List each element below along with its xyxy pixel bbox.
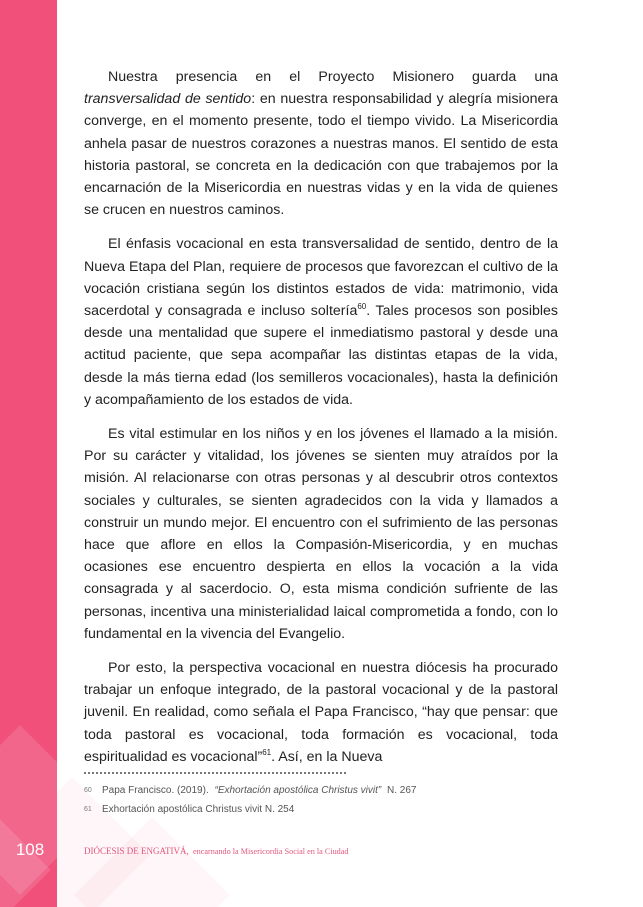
paragraph [84, 66, 558, 221]
footnote-mark: 60 [84, 787, 92, 794]
side-band [0, 0, 57, 907]
footer-publisher: DIÓCESIS DE ENGATIVÁ, [84, 846, 189, 856]
paragraph-text: Nuestra presencia en el Proyecto Misionero guarda una [108, 69, 558, 85]
paragraph [84, 423, 558, 645]
footnote-text [102, 781, 416, 800]
italic-text: transversalidad de sentido [84, 91, 252, 108]
footnote-suffix: N. 267 [387, 785, 417, 796]
footnote-text [102, 800, 294, 819]
paragraph-text: : en nuestra responsabilidad y alegría misionera converge, en el momento presente, todo el tiempo vivido. La Misericordia anhela pasar de nuestros corazones a nuestras manos. El sentido de esta historia pastoral, se concreta en la dedicación con que trabajemos por la encarnación de la Misericordia en nuestras vidas y en la vida de quienes se crucen en nuestros caminos. [84, 91, 558, 219]
paragraph-text: Es vital estimular en los niños y en los jóvenes el llamado a la misión. Por su carácter y vitalidad, los jóvenes se sienten muy atraídos por la misión. Al relacionarse con otras personas y al descubrir otros contextos sociales y culturales, se sienten agradecidos con la vida y llamados a construir un mundo mejor. El encuentro con el sufrimiento de las personas hace que aflore en ellos la Compasión-Misericordia, y en muchas ocasiones ese encuentro despierta en ellos la vocación a la vida consagrada y al sacerdocio. O, esta misma condición sufriente de las personas, incentiva una ministerialidad laical comprometida a fondo, con lo fundamental en la vivencia del Evangelio. [84, 426, 558, 642]
body-text [84, 66, 558, 780]
paragraph-text: Por esto, la perspectiva vocacional en nuestra diócesis ha procurado trabajar un enfoque integrado, de la pastoral vocacional y de la pastoral juvenil. En realidad, como señala el Papa Francisco, “hay que pensar: que toda pastoral es vocacional, toda formación es vocacional, toda espiritualidad es vocacional” [84, 660, 558, 765]
footnote-separator [84, 772, 346, 774]
footnote-title: “Exhortación apostólica Christus vivit” [214, 785, 382, 796]
paragraph-text: . Así, en la Nueva [271, 748, 383, 765]
footnote-60 [84, 781, 558, 800]
page-number: 108 [15, 840, 45, 859]
running-footer [84, 846, 558, 856]
paragraph-text: El énfasis vocacional en esta transversalidad de sentido, dentro de la Nueva Etapa del Plan, requiere de procesos que favorezcan el cultivo de la vocación cristiana según los distintos estados de vida: matrimonio, vida sacerdotal y consagrada e incluso soltería [84, 236, 558, 320]
paragraph [84, 657, 558, 768]
paragraph [84, 233, 558, 411]
footnote-ref: 61 [262, 747, 272, 757]
footnote-mark: 61 [84, 806, 92, 813]
footnote-ref: 60 [357, 302, 367, 312]
footnote-prefix: Exhortación apostólica Christus vivit N. 254 [102, 804, 295, 815]
footnote-prefix: Papa Francisco. (2019). [102, 785, 209, 796]
footer-subtitle: encarnando la Misericordia Social en la Ciudad [193, 847, 349, 856]
footnotes [84, 781, 558, 819]
footnote-61 [84, 800, 558, 819]
paragraph-text: . Tales procesos son posibles desde una mentalidad que supere el inmediatismo pastoral y desde una actitud paciente, que sepa acompañar las distintas etapas de la vida, desde la más tierna edad (los semilleros vocacionales), hasta la definición y acompañamiento de los estados de vida. [84, 303, 558, 408]
